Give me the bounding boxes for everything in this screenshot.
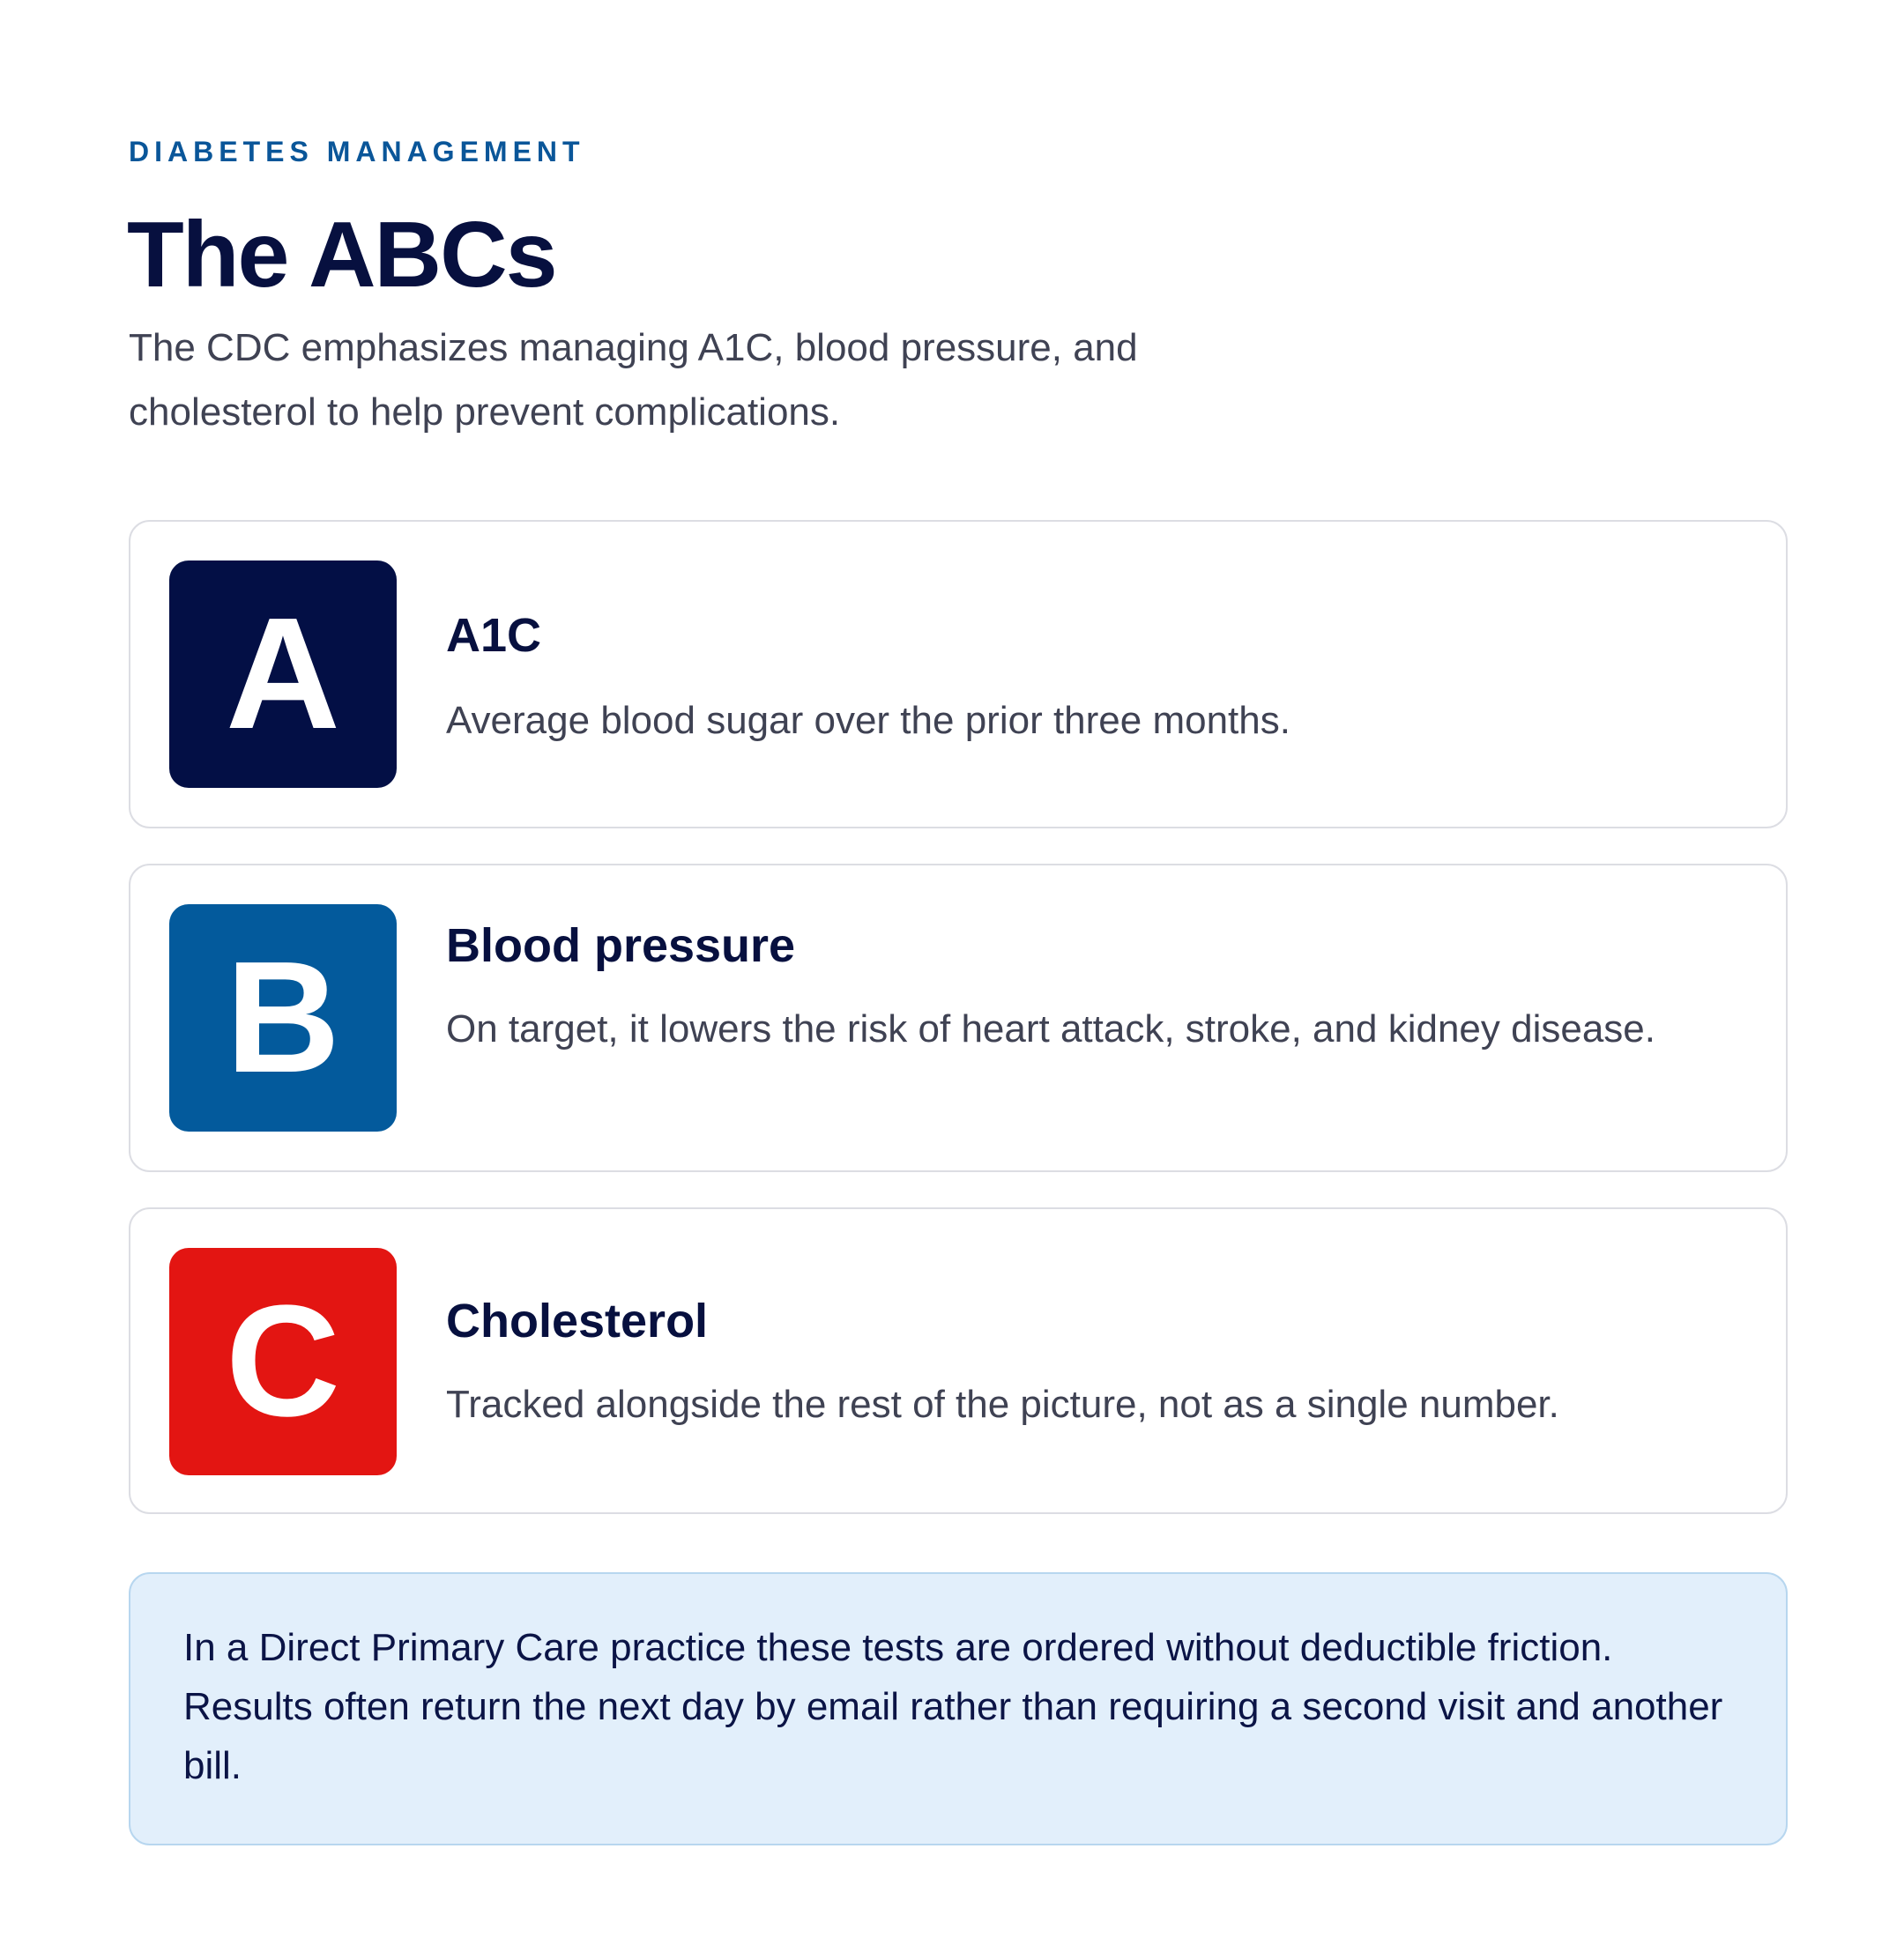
card-description-cholesterol: Tracked alongside the rest of the picture, not as a single number. [446,1383,1559,1426]
card-description-blood-pressure: On target, it lowers the risk of heart attack, stroke, and kidney disease. [446,1007,1655,1051]
card-description-a1c: Average blood sugar over the prior three months. [446,699,1290,742]
abc-card-blood-pressure [129,864,1788,1172]
card-title-blood-pressure: Blood pressure [446,919,796,972]
card-title-a1c: A1C [446,609,542,662]
card-title-cholesterol: Cholesterol [446,1295,709,1348]
dpc-callout [129,1572,1788,1845]
intro-text: The CDC emphasizes managing A1C, blood pressure, and cholesterol to help prevent complications. [129,326,1138,434]
letter-badge-c: C [169,1248,397,1475]
abc-card-cholesterol [129,1207,1788,1514]
callout-text: In a Direct Primary Care practice these tests are ordered without deductible friction. Results often return the next day by email rather than requiring a second visit and another bill. [183,1626,1723,1787]
letter-badge-a: A [169,561,397,788]
page-title: The ABCs [127,203,556,307]
letter-badge-b: B [169,904,397,1132]
section-eyebrow: DIABETES MANAGEMENT [129,136,585,167]
abc-card-a1c [129,520,1788,828]
